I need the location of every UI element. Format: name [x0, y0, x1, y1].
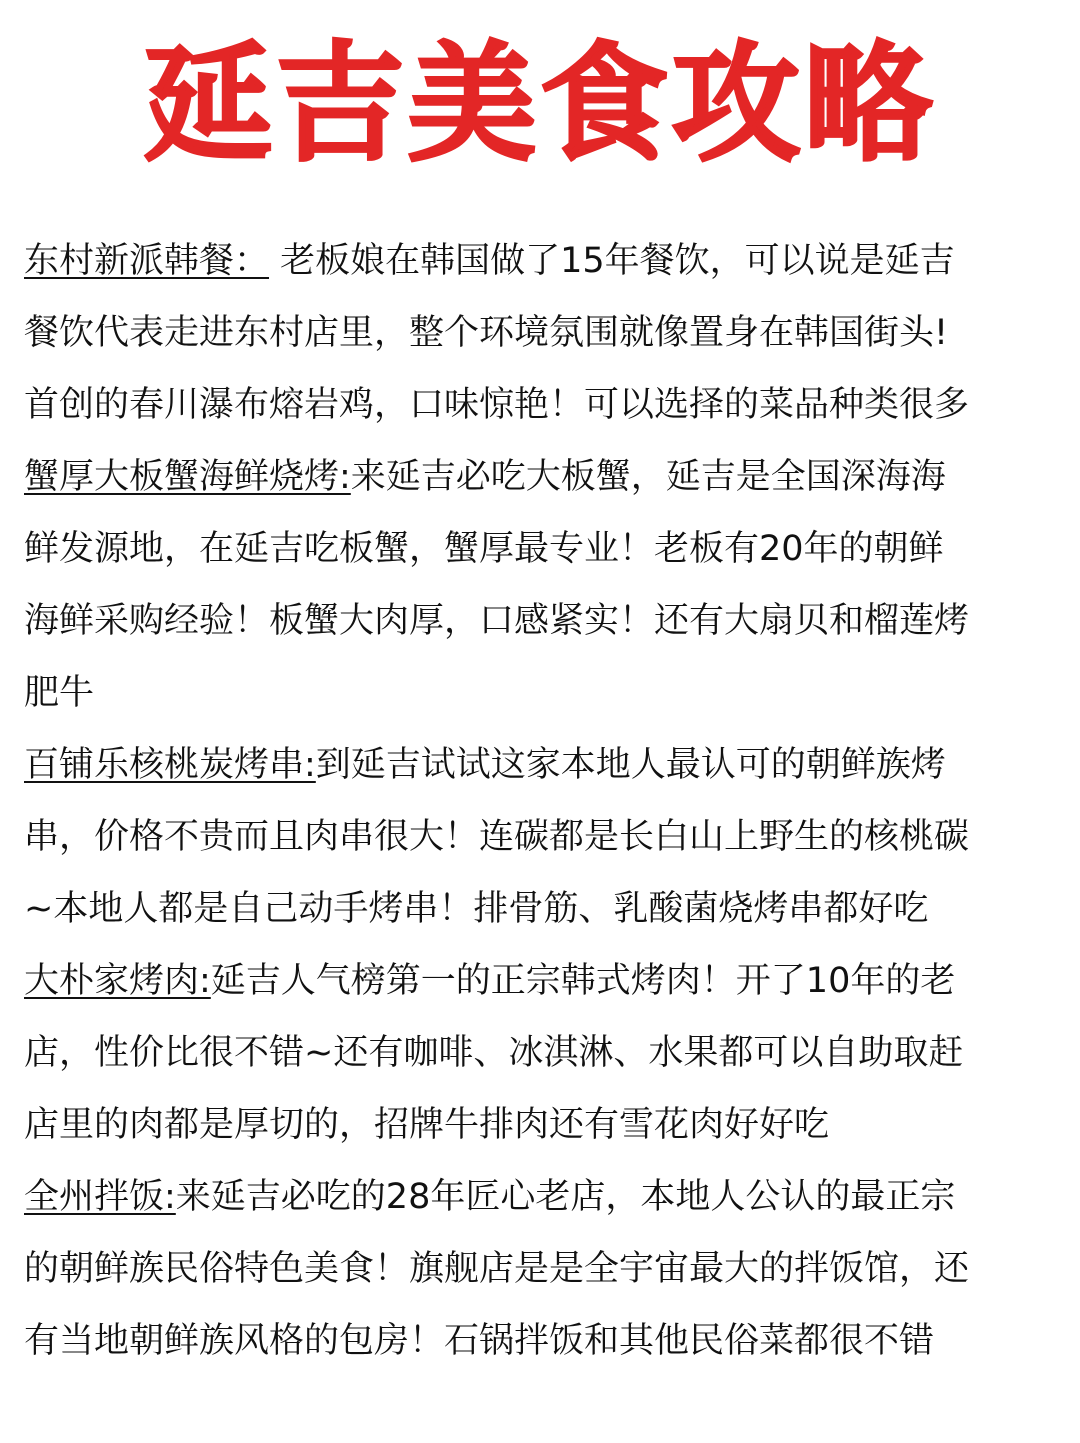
entry-text: 延吉人气榜第一的正宗韩式烤肉！开了10年的老: [210, 961, 956, 1001]
restaurant-name: 东村新派韩餐：: [24, 241, 270, 281]
entry-line: 鲜发源地，在延吉吃板蟹，蟹厚最专业！老板有20年的朝鲜: [24, 529, 944, 569]
entry-line: [24, 225, 1060, 297]
entry-line: [24, 1161, 1060, 1233]
entry-line: 餐饮代表走进东村店里，整个环境氛围就像置身在韩国街头!: [24, 313, 949, 353]
entry-line: ~本地人都是自己动手烤串！排骨筋、乳酸菌烧烤串都好吃: [24, 889, 929, 929]
article-body: [24, 225, 1060, 1377]
entry-line: 海鲜采购经验！板蟹大肉厚，口感紧实！还有大扇贝和榴莲烤: [24, 601, 970, 641]
entry-line: [24, 441, 1060, 513]
entry-line: 有当地朝鲜族风格的包房！石锅拌饭和其他民俗菜都很不错: [24, 1321, 935, 1361]
entry-line: 首创的春川瀑布熔岩鸡，口味惊艳！可以选择的菜品种类很多: [24, 385, 970, 425]
entry-text: 来延吉必吃的28年匠心老店，本地人公认的最正宗: [175, 1177, 956, 1217]
page-title: 延吉美食攻略: [143, 30, 936, 179]
restaurant-name: 大朴家烤肉:: [24, 961, 211, 1001]
entry-line: [24, 945, 1060, 1017]
entry-text: 来延吉必吃大板蟹，延吉是全国深海海: [350, 457, 946, 497]
entry-line: [24, 729, 1060, 801]
entry-line: 店里的肉都是厚切的，招牌牛排肉还有雪花肉好好吃: [24, 1105, 830, 1145]
entry-line: 肥牛: [24, 673, 95, 713]
entry-line: 店，性价比很不错~还有咖啡、冰淇淋、水果都可以自助取赶: [24, 1033, 964, 1073]
entry-line: 的朝鲜族民俗特色美食！旗舰店是是全宇宙最大的拌饭馆，还: [24, 1249, 970, 1289]
restaurant-name: 蟹厚大板蟹海鲜烧烤:: [24, 457, 351, 497]
entry-text: 老板娘在韩国做了15年餐饮，可以说是延吉: [269, 241, 955, 281]
restaurant-name: 全州拌饭:: [24, 1177, 176, 1217]
entry-text: 到延吉试试这家本地人最认可的朝鲜族烤: [315, 745, 946, 785]
entry-line: 串，价格不贵而且肉串很大！连碳都是长白山上野生的核桃碳: [24, 817, 970, 857]
restaurant-name: 百铺乐核桃炭烤串:: [24, 745, 316, 785]
